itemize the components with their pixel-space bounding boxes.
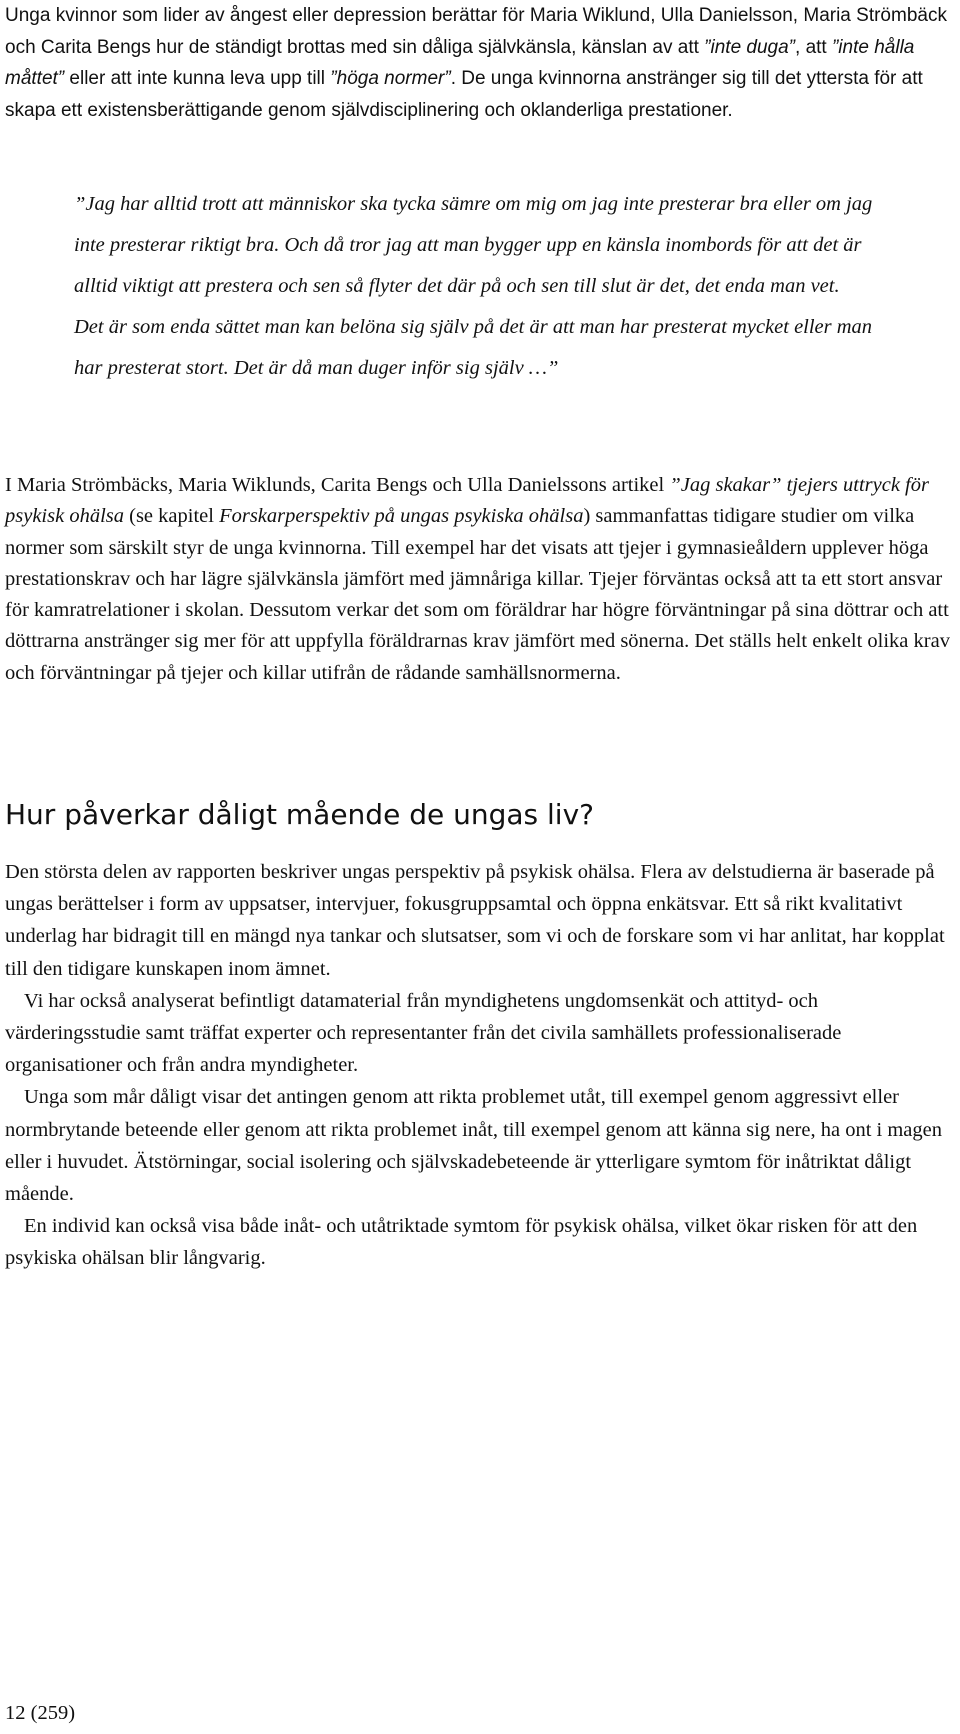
section-paragraph: Vi har också analyserat befintligt datamaterial från myndighetens ungdomsenkät och attityd- och värderingsstudie samt träffat experter och representanter från det civila samhällets professionaliserade organisationer och från andra myndigheter.	[5, 989, 842, 1077]
intro-text-1: Unga kvinnor som lider av ångest eller depression berättar för Maria Wiklund, Ulla Danielsson, Maria Strömbäck och Carita Bengs hur de ständigt brottas med sin dåliga självkänsla, känslan av att	[5, 5, 947, 58]
section-paragraph: Den största delen av rapporten beskriver ungas perspektiv på psykisk ohälsa. Flera av delstudierna är baserade på ungas berättelser i form av uppsatser, intervjuer, fokusgruppsamtal och öppna enkätsvar. Ett så rikt kvalitativt underlag har bidragit till en mängd nya tankar och slutsatser, som vi och de forskare som vi har anlitat, har kopplat till den tidigare kunskapen inom ämnet.	[5, 861, 945, 980]
page-number: 12 (259)	[5, 1702, 76, 1724]
chapter-title: Forskarperspektiv på ungas psykiska ohälsa	[219, 505, 584, 528]
section-body	[5, 856, 955, 1275]
article-text-2: (se kapitel	[124, 505, 220, 528]
intro-emphasis-2: ”inte hålla måttet”	[5, 36, 915, 89]
article-text-3: ) sammanfattas tidigare studier om vilka normer som särskilt styr de unga kvinnorna. Till exempel har det visats att tjejer i gymnasieåldern upplever höga prestationskrav och har lägre självkänsla jämfört med jämnåriga killar. Tjejer förväntas också att ta ett stort ansvar för kamratrelationer i skolan. Dessutom verkar det som om föräldrar har högre förväntningar på sina döttrar och att döttrarna anstränger sig mer för att uppfylla föräldrarnas krav jämfört med sönerna. Det ställs helt enkelt olika krav och förväntningar på tjejer och killar utifrån de rådande samhällsnormerna.	[5, 505, 950, 684]
article-title: ”Jag skakar” tjejers uttryck för psykisk ohälsa	[5, 474, 929, 528]
section-heading: Hur påverkar dåligt mående de ungas liv?	[5, 798, 594, 831]
intro-emphasis-3: ”höga normer”	[330, 68, 451, 89]
article-summary-paragraph	[5, 470, 955, 689]
intro-text-3: eller att inte kunna leva upp till	[64, 68, 331, 89]
intro-text-4: . De unga kvinnorna anstränger sig till det yttersta för att skapa ett existensberättigande genom självdisciplinering och oklanderliga prestationer.	[5, 68, 923, 121]
section-paragraph: Unga som mår dåligt visar det antingen genom att rikta problemet utåt, till exempel genom aggressivt eller normbrytande beteende eller genom att rikta problemet inåt, till exempel genom att känna sig nere, ha ont i magen eller i huvudet. Ätstörningar, social isolering och självskadebeteende är ytterligare symtom för inåtriktat dåligt mående.	[5, 1086, 942, 1206]
section-paragraph: En individ kan också visa både inåt- och utåtriktade symtom för psykisk ohälsa, vilket ökar risken för att den psykiska ohälsan blir långvarig.	[5, 1215, 918, 1270]
intro-emphasis-1: ”inte duga”	[704, 36, 796, 58]
intro-text-2: , att	[795, 36, 832, 58]
article-text-1: I Maria Strömbäcks, Maria Wiklunds, Carita Bengs och Ulla Danielssons artikel	[5, 474, 670, 496]
interview-quote: ”Jag har alltid trott att människor ska tycka sämre om mig om jag inte presterar bra eller om jag inte presterar riktigt bra. Och då tror jag att man bygger upp en känsla inombords för att det är alltid viktigt att prestera och sen så flyter det där på och sen till slut är det, det enda man vet. Det är som enda sättet man kan belöna sig själv på det är att man har presterat mycket eller man har presterat stort. Det är då man duger inför sig själv …”	[74, 193, 873, 379]
intro-paragraph	[5, 0, 955, 126]
